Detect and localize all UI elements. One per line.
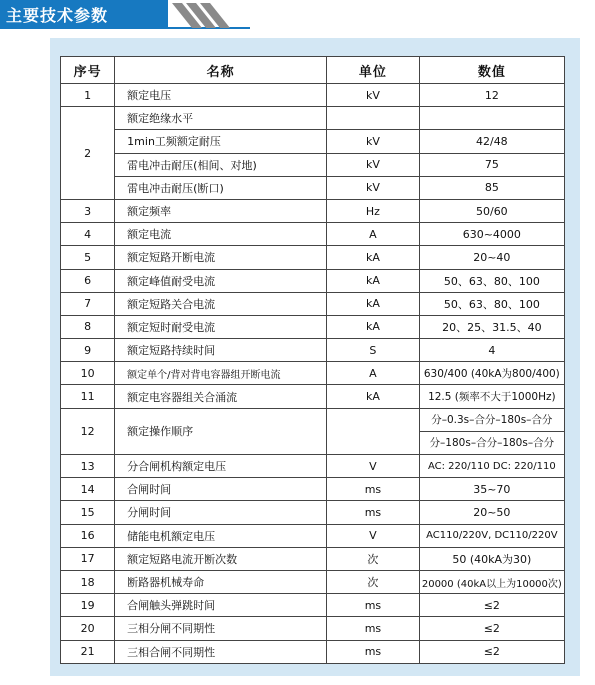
table-row xyxy=(61,153,565,176)
table-row xyxy=(61,339,565,362)
row-index: 7 xyxy=(61,292,115,315)
row-name: 三相合闸不同期性 xyxy=(115,640,327,663)
table-row xyxy=(61,570,565,593)
row-value: 50 (40kA为30) xyxy=(419,547,564,570)
row-unit: kA xyxy=(327,315,420,338)
row-index: 2 xyxy=(61,107,115,200)
table-row xyxy=(61,107,565,130)
row-value: AC: 220/110 DC: 220/110 xyxy=(419,455,564,478)
row-value: ≤2 xyxy=(419,594,564,617)
row-value: 分–0.3s–合分–180s–合分 xyxy=(419,408,564,431)
row-unit: S xyxy=(327,339,420,362)
table-row xyxy=(61,84,565,107)
row-value: 630/400 (40kA为800/400) xyxy=(419,362,564,385)
row-value: 50/60 xyxy=(419,199,564,222)
header-unit: 单位 xyxy=(327,57,420,84)
table-row xyxy=(61,223,565,246)
row-name: 分合闸机构额定电压 xyxy=(115,455,327,478)
row-index: 10 xyxy=(61,362,115,385)
table-row xyxy=(61,362,565,385)
row-unit: 次 xyxy=(327,547,420,570)
row-unit: A xyxy=(327,362,420,385)
row-index: 13 xyxy=(61,455,115,478)
row-value: 20000 (40kA以上为10000次) xyxy=(419,570,564,593)
row-name: 额定频率 xyxy=(115,199,327,222)
row-unit: Hz xyxy=(327,199,420,222)
row-value: ≤2 xyxy=(419,640,564,663)
table-row xyxy=(61,594,565,617)
row-unit: 次 xyxy=(327,570,420,593)
header-name: 名称 xyxy=(115,57,327,84)
row-name: 额定短时耐受电流 xyxy=(115,315,327,338)
row-unit: A xyxy=(327,223,420,246)
row-unit xyxy=(327,107,420,130)
row-value: 12.5 (频率不大于1000Hz) xyxy=(419,385,564,408)
row-index: 12 xyxy=(61,408,115,454)
row-unit: ms xyxy=(327,501,420,524)
row-index: 15 xyxy=(61,501,115,524)
section-header xyxy=(0,0,595,36)
row-unit: kA xyxy=(327,385,420,408)
row-unit: V xyxy=(327,455,420,478)
page-title: 主要技术参数 xyxy=(6,6,109,25)
row-unit: kA xyxy=(327,292,420,315)
row-unit: kV xyxy=(327,130,420,153)
row-value: 20~50 xyxy=(419,501,564,524)
row-value: 630~4000 xyxy=(419,223,564,246)
row-value: 85 xyxy=(419,176,564,199)
table-row xyxy=(61,617,565,640)
row-name: 雷电冲击耐压(断口) xyxy=(115,176,327,199)
row-index: 3 xyxy=(61,199,115,222)
row-value: 4 xyxy=(419,339,564,362)
row-name: 额定短路开断电流 xyxy=(115,246,327,269)
table-row xyxy=(61,269,565,292)
row-value xyxy=(419,107,564,130)
row-name: 额定短路电流开断次数 xyxy=(115,547,327,570)
row-value: 42/48 xyxy=(419,130,564,153)
row-index: 19 xyxy=(61,594,115,617)
row-value: 35~70 xyxy=(419,478,564,501)
row-unit: ms xyxy=(327,478,420,501)
table-row xyxy=(61,524,565,547)
row-unit: ms xyxy=(327,594,420,617)
table-row xyxy=(61,246,565,269)
row-name: 额定电流 xyxy=(115,223,327,246)
row-unit: kA xyxy=(327,269,420,292)
row-value: 50、63、80、100 xyxy=(419,269,564,292)
row-index: 5 xyxy=(61,246,115,269)
row-index: 21 xyxy=(61,640,115,663)
row-name: 额定绝缘水平 xyxy=(115,107,327,130)
row-value: AC110/220V, DC110/220V xyxy=(419,524,564,547)
row-unit: kA xyxy=(327,246,420,269)
table-row xyxy=(61,385,565,408)
row-name: 额定操作顺序 xyxy=(115,408,327,454)
row-unit: kV xyxy=(327,84,420,107)
table-row xyxy=(61,292,565,315)
row-index: 1 xyxy=(61,84,115,107)
row-index: 9 xyxy=(61,339,115,362)
row-index: 4 xyxy=(61,223,115,246)
row-value: 75 xyxy=(419,153,564,176)
row-name: 分闸时间 xyxy=(115,501,327,524)
header-index: 序号 xyxy=(61,57,115,84)
table-row xyxy=(61,408,565,431)
table-row xyxy=(61,315,565,338)
row-unit: kV xyxy=(327,153,420,176)
row-name: 储能电机额定电压 xyxy=(115,524,327,547)
row-index: 20 xyxy=(61,617,115,640)
parameters-table xyxy=(60,56,565,664)
table-row xyxy=(61,176,565,199)
row-value: 20、25、31.5、40 xyxy=(419,315,564,338)
table-header-row xyxy=(61,57,565,84)
row-unit: ms xyxy=(327,617,420,640)
decorative-stripes-icon xyxy=(172,3,242,28)
row-name: 雷电冲击耐压(相间、对地) xyxy=(115,153,327,176)
row-unit: ms xyxy=(327,640,420,663)
table-row xyxy=(61,547,565,570)
table-row xyxy=(61,478,565,501)
table-row xyxy=(61,501,565,524)
row-name: 合闸时间 xyxy=(115,478,327,501)
row-index: 11 xyxy=(61,385,115,408)
row-index: 17 xyxy=(61,547,115,570)
row-value: 50、63、80、100 xyxy=(419,292,564,315)
row-index: 6 xyxy=(61,269,115,292)
row-unit: V xyxy=(327,524,420,547)
header-value: 数值 xyxy=(419,57,564,84)
row-name: 三相分闸不同期性 xyxy=(115,617,327,640)
row-name: 额定峰值耐受电流 xyxy=(115,269,327,292)
row-index: 16 xyxy=(61,524,115,547)
row-name: 额定电容器组关合涌流 xyxy=(115,385,327,408)
row-name: 额定短路关合电流 xyxy=(115,292,327,315)
row-unit xyxy=(327,408,420,454)
row-unit: kV xyxy=(327,176,420,199)
table-row xyxy=(61,455,565,478)
table-row xyxy=(61,130,565,153)
row-name: 合闸触头弹跳时间 xyxy=(115,594,327,617)
table-row xyxy=(61,640,565,663)
row-value: ≤2 xyxy=(419,617,564,640)
row-name: 额定电压 xyxy=(115,84,327,107)
row-index: 18 xyxy=(61,570,115,593)
row-value: 20~40 xyxy=(419,246,564,269)
row-name: 1min工频额定耐压 xyxy=(115,130,327,153)
row-value: 分–180s–合分–180s–合分 xyxy=(419,431,564,454)
row-index: 14 xyxy=(61,478,115,501)
row-value: 12 xyxy=(419,84,564,107)
row-name: 额定短路持续时间 xyxy=(115,339,327,362)
table-row xyxy=(61,199,565,222)
title-banner xyxy=(0,0,168,28)
row-name: 断路器机械寿命 xyxy=(115,570,327,593)
row-name: 额定单个/背对背电容器组开断电流 xyxy=(115,362,327,385)
row-index: 8 xyxy=(61,315,115,338)
